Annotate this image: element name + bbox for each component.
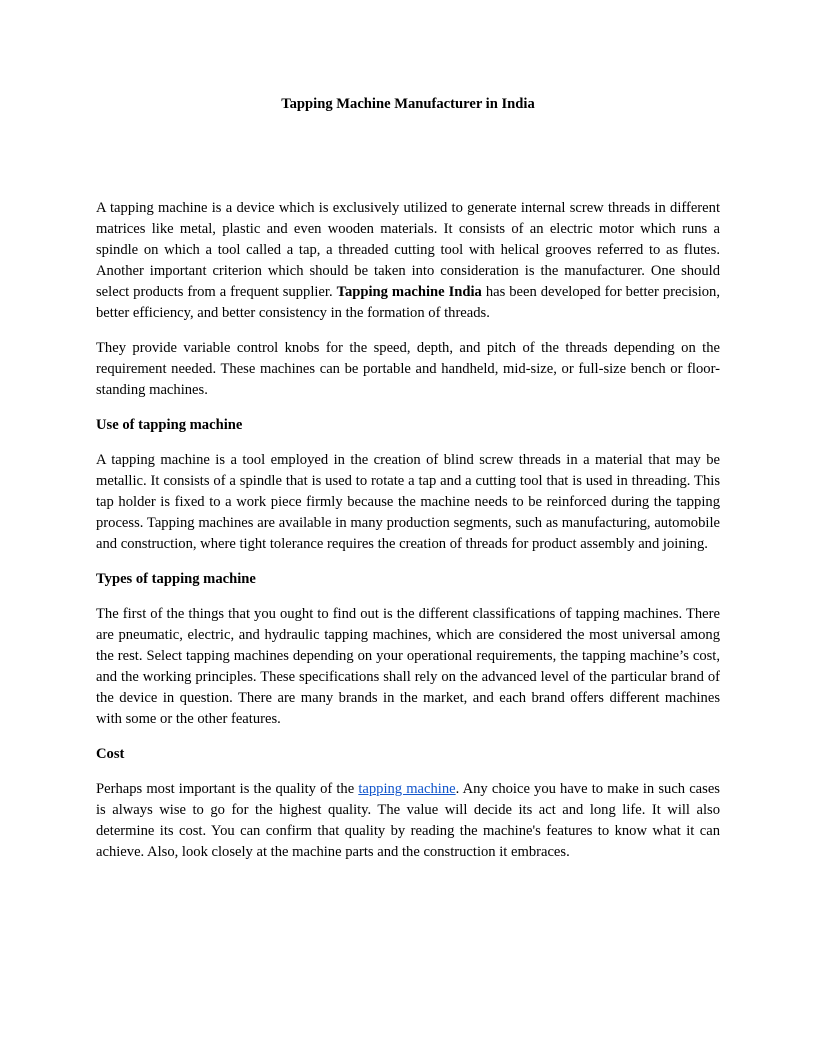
types-heading: Types of tapping machine xyxy=(96,571,256,587)
document-body xyxy=(96,198,720,877)
use-paragraph: A tapping machine is a tool employed in the creation of blind screw threads in a material that may be metallic. It consists of a spindle that is used to rotate a tap and a cutting tool that is used in threading. This tap holder is fixed to a work piece firmly because the machine needs to be reinforced during the tapping process. Tapping machines are available in many production segments, such as manufacturing, automobile and construction, where tight tolerance requires the creation of threads for product assembly and joining. xyxy=(96,452,720,552)
cost-text-1: Perhaps most important is the quality of the xyxy=(96,781,359,797)
intro-paragraph-2: They provide variable control knobs for the speed, depth, and pitch of the threads depending on the requirement needed. These machines can be portable and handheld, mid-size, or full-size bench or floor-standing machines. xyxy=(96,340,720,398)
intro-text-2: has been developed for better precision, better efficiency, and better consistency in the formation of threads. xyxy=(96,284,720,321)
use-heading: Use of tapping machine xyxy=(96,417,243,433)
page-title: Tapping Machine Manufacturer in India xyxy=(281,96,535,112)
cost-paragraph xyxy=(96,779,720,863)
intro-bold-keyword: Tapping machine India xyxy=(336,284,482,300)
tapping-machine-link[interactable]: tapping machine xyxy=(358,781,456,797)
types-paragraph: The first of the things that you ought to find out is the different classifications of tapping machines. There are pneumatic, electric, and hydraulic tapping machines, which are considered the most universal among the rest. Select tapping machines depending on your operational requirements, the tapping machine’s cost, and the working principles. These specifications shall rely on the advanced level of the particular brand of the device in question. There are many brands in the market, and each brand offers different machines with some or the other features. xyxy=(96,606,720,727)
cost-heading: Cost xyxy=(96,746,125,762)
cost-text-2: . Any choice you have to make in such cases is always wise to go for the highest quality. The value will decide its act and long life. It will also determine its cost. You can confirm that quality by reading the machine's features to know what it can achieve. Also, look closely at the machine parts and the construction it embraces. xyxy=(96,781,720,860)
intro-paragraph-1 xyxy=(96,198,720,324)
intro-text-1: A tapping machine is a device which is exclusively utilized to generate internal screw threads in different matrices like metal, plastic and even wooden materials. It consists of an electric motor which runs a spindle on which a tool called a tap, a threaded cutting tool with helical grooves referred to as flutes. Another important criterion which should be taken into consideration is the manufacturer. One should select products from a frequent supplier. xyxy=(96,200,720,300)
